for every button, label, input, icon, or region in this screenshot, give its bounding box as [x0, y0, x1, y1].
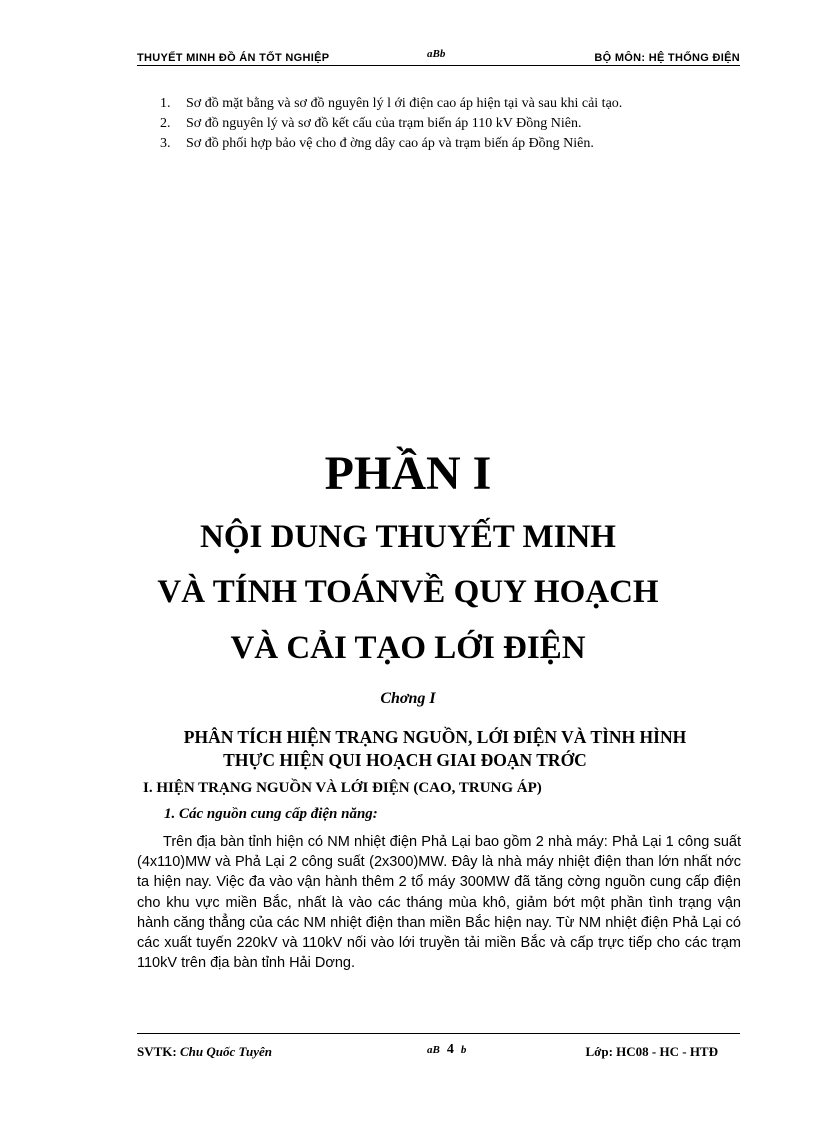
- part-subtitle-line1: NỘI DUNG THUYẾT MINH: [200, 519, 616, 555]
- subsection-heading: 1. Các nguồn cung cấp điện năng:: [164, 806, 378, 822]
- footer-rule: [137, 1033, 740, 1034]
- page-footer: [137, 1033, 740, 1063]
- part-subtitle-line2: VÀ TÍNH TOÁNVỀ QUY HOẠCH: [157, 574, 659, 610]
- footer-author: SVTK: Chu Quốc Tuyên: [137, 1044, 272, 1059]
- list-item: 2. Sơ đồ nguyên lý và sơ đồ kết cấu của trạm biến áp 110 kV Đồng Niên.: [160, 116, 582, 131]
- chapter-title-line2: THỰC HIỆN QUI HOẠCH GIAI ĐOẠN TRỚC: [223, 750, 587, 770]
- list-item: 1. Sơ đồ mặt bằng và sơ đồ nguyên lý l ới điện cao áp hiện tại và sau khi cải tạo.: [160, 96, 623, 111]
- chapter-title-line1: PHÂN TÍCH HIỆN TRẠNG NGUỒN, LỚI ĐIỆN VÀ TÌNH HÌNH: [183, 727, 687, 747]
- part-title: PHẦN I: [324, 447, 492, 500]
- page-ornament-left: aB: [427, 1044, 440, 1056]
- page-header: [137, 50, 740, 68]
- body-paragraph: Trên địa bàn tỉnh hiện có NM nhiệt điện Phả Lại bao gồm 2 nhà máy: Phả Lại 1 công suất (4x110)MW và Phả Lại 2 công suất (2x300)MW. Đây là nhà máy nhiệt điện than lớn nhất nớc ta hiện nay. Việc đa vào vận hành thêm 2 tổ máy 300MW đã tăng cờng nguồn cung cấp điện cho khu vực miền Bắc, nhất là vào các tháng mùa khô, giảm bớt một phần tình trạng vận hành căng thẳng của các NM nhiệt điện than miền Bắc hiện nay. Từ NM nhiệt điện Phả Lại có các xuất tuyến 220kV và 110kV nối vào lới truyền tải miền Bắc và cấp trực tiếp cho các trạm 110kV trên địa bàn tỉnh Hải Dơng.: [137, 834, 741, 972]
- footer-class: Lớp: HC08 - HC - HTĐ: [585, 1044, 718, 1059]
- header-department: BỘ MÔN: HỆ THỐNG ĐIỆN: [594, 52, 740, 64]
- page-ornament-right: b: [460, 1044, 467, 1056]
- header-rule: [137, 65, 740, 66]
- page-number: aB 4 b: [427, 1042, 467, 1057]
- header-document-title: THUYẾT MINH ĐỒ ÁN TỐT NGHIỆP: [137, 52, 330, 64]
- drawing-list: [160, 94, 622, 154]
- author-name: Chu Quốc Tuyên: [179, 1044, 272, 1059]
- list-item: 3. Sơ đồ phối hợp bảo vệ cho đ ờng dây cao áp và trạm biến áp Đồng Niên.: [160, 136, 594, 151]
- part-subtitle-line3: VÀ CẢI TẠO LỚI ĐIỆN: [230, 630, 586, 666]
- section-heading: I. HIỆN TRẠNG NGUỒN VÀ LỚI ĐIỆN (CAO, TRUNG ÁP): [143, 780, 542, 796]
- chapter-label: Chơng I: [380, 690, 436, 707]
- header-ornament: aBb: [427, 48, 446, 60]
